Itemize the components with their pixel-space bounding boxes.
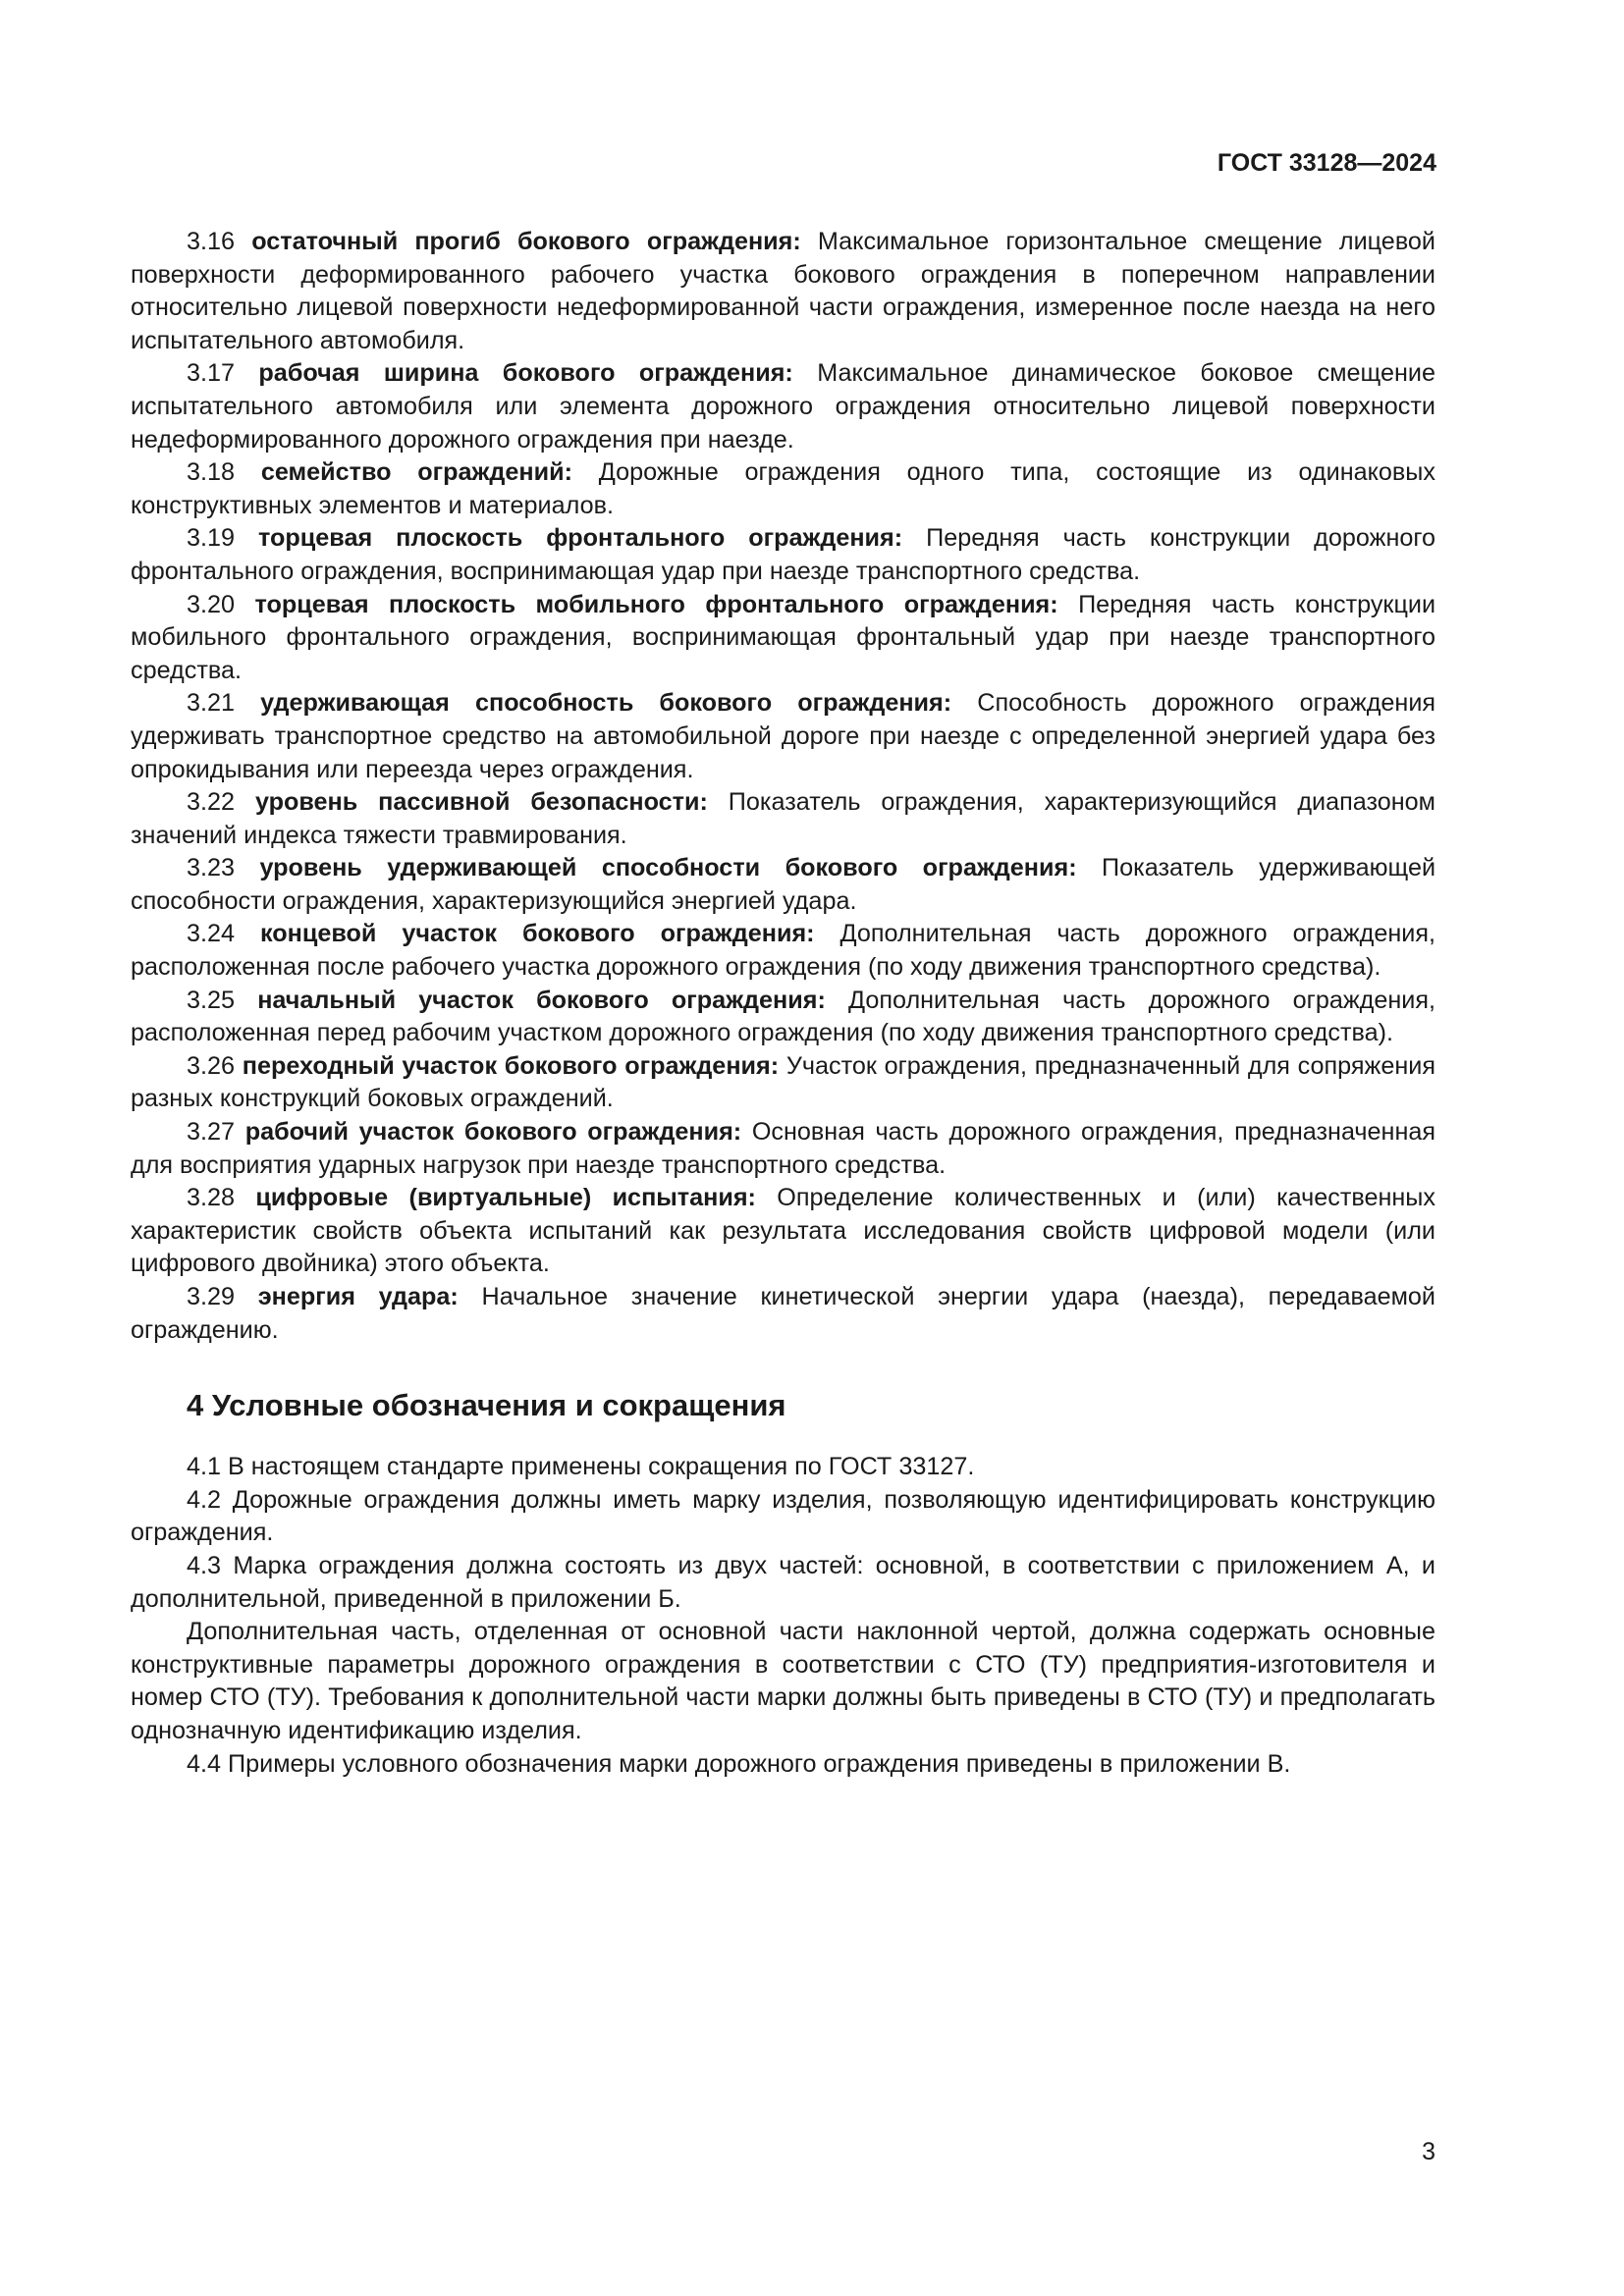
definition-item <box>131 456 1435 522</box>
definition-number: 3.26 <box>187 1051 236 1080</box>
definition-number: 3.29 <box>187 1283 236 1310</box>
definition-text: Определение количественных и (или) качественных характеристик свойств объекта испытаний как результата исследования свойств цифровой модели (или цифрового двойника) этого объекта. <box>131 1184 1436 1278</box>
definition-item <box>131 687 1435 786</box>
definition-number: 3.25 <box>187 986 236 1014</box>
definition-term: уровень пассивной безопасности: <box>254 788 708 817</box>
definition-term: торцевая плоскость фронтального ограждения: <box>258 524 903 553</box>
definition-text: Показатель удерживающей способности ограждения, характеризующийся энергией удара. <box>131 854 1436 915</box>
definition-number: 3.19 <box>187 524 236 553</box>
definition-text: Начальное значение кинетической энергии удара (наезда), передаваемой ограждению. <box>131 1283 1435 1344</box>
definition-text: Передняя часть конструкции мобильного фронтального ограждения, воспринимающая фронтальный удар при наезде транспортного средства. <box>131 590 1436 684</box>
section-4-body <box>131 1451 1435 1781</box>
definition-term: остаточный прогиб бокового ограждения: <box>251 228 801 255</box>
definition-number: 3.18 <box>187 458 236 487</box>
definition-text: Участок ограждения, предназначенный для сопряжения разных конструкций боковых ограждений. <box>131 1051 1436 1113</box>
section-paragraph: 4.4 Примеры условного обозначения марки дорожного ограждения приведены в приложении В. <box>187 1749 1291 1778</box>
definition-number: 3.20 <box>187 590 236 618</box>
definition-text: Дополнительная часть дорожного ограждения, расположенная перед рабочим участком дорожного ограждения (по ходу движения транспортного средства). <box>131 986 1436 1047</box>
definition-number: 3.21 <box>187 689 236 718</box>
definition-number: 3.16 <box>187 228 236 255</box>
definition-item <box>131 985 1435 1050</box>
definition-number: 3.24 <box>187 920 236 948</box>
definition-term: энергия удара: <box>257 1283 459 1310</box>
section-title: 4 Условные обозначения и сокращения <box>187 1388 786 1423</box>
definition-item <box>131 589 1435 688</box>
document-body <box>131 226 1435 1781</box>
definition-item <box>131 1050 1435 1116</box>
definition-term: торцевая плоскость мобильного фронтального ограждения: <box>254 590 1058 618</box>
definition-text: Показатель ограждения, характеризующийся диапазоном значений индекса тяжести травмирования. <box>131 788 1436 849</box>
definition-term: рабочий участок бокового ограждения: <box>244 1118 742 1147</box>
page-number: 3 <box>1422 2138 1435 2165</box>
definition-number: 3.23 <box>187 854 236 882</box>
section-paragraph: 4.1 В настоящем стандарте применены сокращения по ГОСТ 33127. <box>187 1453 975 1481</box>
section-paragraph: 4.2 Дорожные ограждения должны иметь марку изделия, позволяющую идентифицировать конструкцию ограждения. <box>131 1485 1435 1547</box>
definition-text: Дорожные ограждения одного типа, состоящие из одинаковых конструктивных элементов и материалов. <box>131 458 1435 519</box>
definition-item <box>131 786 1435 852</box>
definition-text: Способность дорожного ограждения удерживать транспортное средство на автомобильной дороге при наезде с определенной энергией удара без опрокидывания или переезда через ограждения. <box>131 689 1436 783</box>
definition-item <box>131 1116 1435 1182</box>
definition-item <box>131 852 1435 918</box>
definition-number: 3.17 <box>187 359 236 388</box>
definition-term: концевой участок бокового ограждения: <box>260 920 815 948</box>
definition-item <box>131 918 1435 984</box>
definition-item <box>131 226 1435 357</box>
section-paragraph: Дополнительная часть, отделенная от основной части наклонной чертой, должна содержать основные конструктивные параметры дорожного ограждения в соответствии с СТО (ТУ) предприятия-изготовителя и номер СТО (ТУ). Требования к дополнительной части марки должны быть приведены в СТО (ТУ) и предполагать однозначную идентификацию изделия. <box>131 1618 1435 1744</box>
definition-term: уровень удерживающей способности бокового ограждения: <box>259 854 1077 882</box>
definition-text: Максимальное динамическое боковое смещение испытательного автомобиля или элемента дорожного ограждения относительно лицевой поверхности недеформированного дорожного ограждения при наезде. <box>131 359 1435 454</box>
definition-number: 3.22 <box>187 788 236 817</box>
definition-term: переходный участок бокового ограждения: <box>242 1051 780 1080</box>
definition-number: 3.27 <box>187 1118 236 1147</box>
definition-text: Дополнительная часть дорожного ограждения, расположенная после рабочего участка дорожного ограждения (по ходу движения транспортного средства). <box>131 920 1436 982</box>
section-paragraph: 4.3 Марка ограждения должна состоять из двух частей: основной, в соответствии с приложением А, и дополнительной, приведенной в приложении Б. <box>131 1551 1435 1613</box>
definition-term: рабочая ширина бокового ограждения: <box>258 359 793 388</box>
document-header: ГОСТ 33128—2024 <box>1217 149 1436 177</box>
definition-item <box>131 357 1435 456</box>
definition-number: 3.28 <box>187 1184 236 1212</box>
definition-item <box>131 1281 1435 1347</box>
definition-item <box>131 522 1435 588</box>
definition-term: цифровые (виртуальные) испытания: <box>255 1184 756 1212</box>
definition-text: Основная часть дорожного ограждения, предназначенная для восприятия ударных нагрузок при наезде транспортного средства. <box>131 1118 1436 1179</box>
definition-term: удерживающая способность бокового ограждения: <box>260 689 952 718</box>
definition-term: семейство ограждений: <box>260 458 572 487</box>
definition-text: Максимальное горизонтальное смещение лицевой поверхности деформированного рабочего участка бокового ограждения в поперечном направлении относительно лицевой поверхности недеформированной части ограждения, измеренное после наезда на него испытательного автомобиля. <box>131 228 1435 354</box>
definition-text: Передняя часть конструкции дорожного фронтального ограждения, воспринимающая удар при наезде транспортного средства. <box>131 524 1436 585</box>
definitions-list <box>131 226 1435 1347</box>
definition-term: начальный участок бокового ограждения: <box>257 986 826 1014</box>
definition-item <box>131 1182 1435 1281</box>
